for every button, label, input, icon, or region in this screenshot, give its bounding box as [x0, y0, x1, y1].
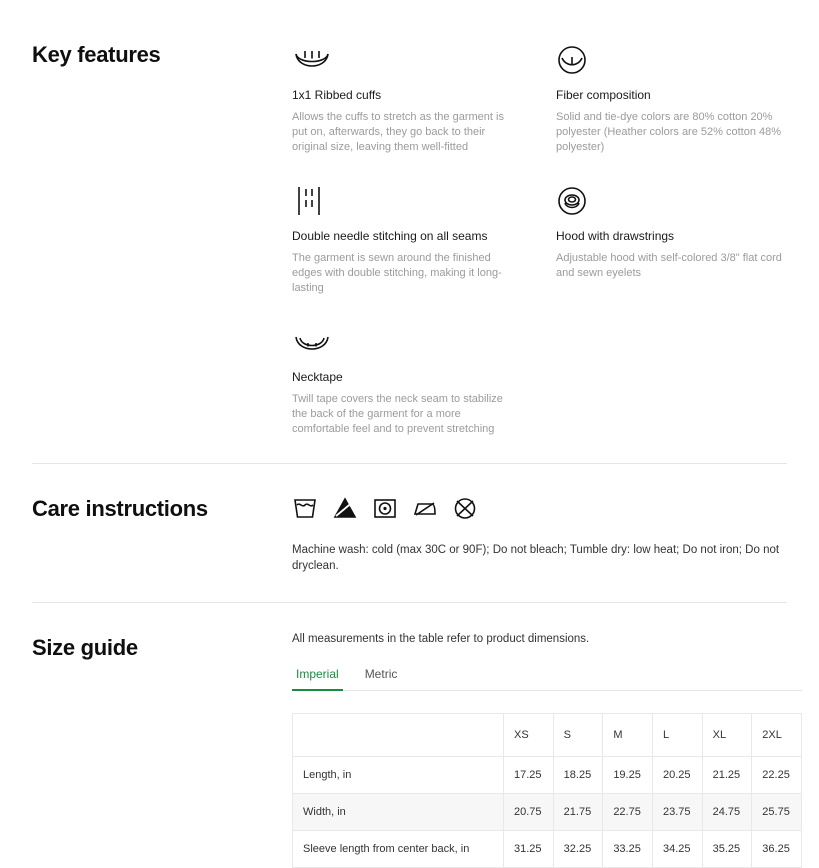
cell-length-m: 19.25 [603, 757, 653, 794]
cell-width-s: 21.75 [553, 794, 603, 831]
feature-item [292, 322, 556, 437]
table-corner-header [293, 714, 504, 757]
size-table-head [293, 714, 802, 757]
cell-sleeve-m: 33.25 [603, 831, 653, 868]
feature-title: Fiber composition [556, 88, 651, 102]
feature-description: Allows the cuffs to stretch as the garment is put on, afterwards, they go back to their original size, leaving them well-fitted [292, 111, 504, 153]
feature-title: 1x1 Ribbed cuffs [292, 88, 382, 102]
cell-length-xs: 17.25 [504, 757, 554, 794]
cell-width-m: 22.75 [603, 794, 653, 831]
cell-length-xl: 21.25 [702, 757, 752, 794]
feature-description: Twill tape covers the neck seam to stabilize the back of the garment for a more comfortable feel and to prevent stretching [292, 393, 503, 435]
care-instructions-body [292, 494, 787, 574]
size-table-body [293, 757, 802, 868]
table-row [293, 831, 802, 868]
table-row [293, 757, 802, 794]
machine-wash-cold-icon [292, 496, 318, 520]
size-guide-note: All measurements in the table refer to product dimensions. [292, 633, 590, 645]
feature-item [292, 181, 556, 296]
feature-item [556, 181, 819, 296]
column-header-xl: XL [702, 714, 752, 757]
table-header-row [293, 714, 802, 757]
cell-sleeve-xs: 31.25 [504, 831, 554, 868]
care-icons-row [292, 496, 787, 520]
cell-length-2xl: 22.25 [752, 757, 802, 794]
fiber-composition-icon [556, 40, 782, 76]
do-not-iron-icon [412, 496, 438, 520]
tab-metric[interactable]: Metric [364, 667, 398, 681]
column-header-s: S [553, 714, 603, 757]
feature-title: Necktape [292, 370, 343, 384]
size-table [292, 713, 802, 868]
size-guide-heading: Size guide [32, 635, 138, 660]
row-label-width: Width, in [293, 794, 504, 831]
cell-sleeve-xl: 35.25 [702, 831, 752, 868]
feature-title: Hood with drawstrings [556, 229, 675, 243]
cell-width-2xl: 25.75 [752, 794, 802, 831]
column-header-l: L [652, 714, 702, 757]
double-needle-stitching-icon [292, 181, 518, 217]
cell-sleeve-2xl: 36.25 [752, 831, 802, 868]
feature-item [292, 40, 556, 155]
ribbed-cuffs-icon [292, 40, 518, 76]
key-features-grid [292, 40, 819, 463]
care-instructions-heading: Care instructions [32, 496, 208, 521]
care-instructions-section [0, 464, 819, 602]
do-not-bleach-icon [332, 496, 358, 520]
size-guide-body [292, 633, 802, 868]
hood-drawstrings-icon [556, 181, 782, 217]
tumble-dry-low-icon [372, 496, 398, 520]
row-label-sleeve-length: Sleeve length from center back, in [293, 831, 504, 868]
column-header-xs: XS [504, 714, 554, 757]
feature-item [556, 40, 819, 155]
column-header-m: M [603, 714, 653, 757]
care-instructions-text: Machine wash: cold (max 30C or 90F); Do not bleach; Tumble dry: low heat; Do not iron; Do not dryclean. [292, 544, 780, 572]
feature-description: Adjustable hood with self-colored 3/8" flat cord and sewn eyelets [556, 252, 782, 279]
cell-width-xs: 20.75 [504, 794, 554, 831]
tab-imperial[interactable]: Imperial [292, 667, 343, 691]
size-guide-section [0, 603, 819, 868]
cell-sleeve-s: 32.25 [553, 831, 603, 868]
feature-description: The garment is sewn around the finished edges with double stitching, making it long-lasting [292, 252, 502, 294]
cell-sleeve-l: 34.25 [652, 831, 702, 868]
unit-tabs [292, 667, 802, 691]
necktape-icon [292, 322, 518, 358]
key-features-body [292, 40, 819, 463]
feature-description: Solid and tie-dye colors are 80% cotton 20% polyester (Heather colors are 52% cotton 48% polyester) [556, 111, 782, 153]
do-not-dryclean-icon [452, 496, 478, 520]
feature-title: Double needle stitching on all seams [292, 229, 488, 243]
cell-length-s: 18.25 [553, 757, 603, 794]
cell-length-l: 20.25 [652, 757, 702, 794]
row-label-length: Length, in [293, 757, 504, 794]
cell-width-l: 23.75 [652, 794, 702, 831]
column-header-2xl: 2XL [752, 714, 802, 757]
cell-width-xl: 24.75 [702, 794, 752, 831]
key-features-heading: Key features [32, 42, 161, 67]
